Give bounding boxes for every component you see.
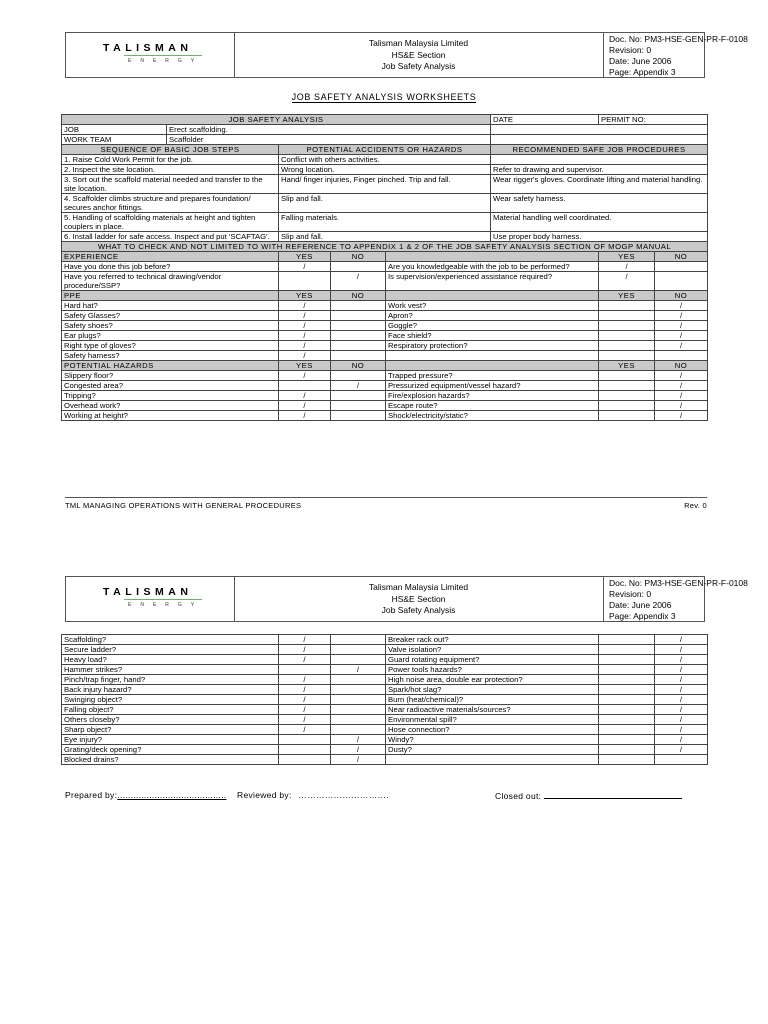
check-no-right[interactable]: / xyxy=(655,411,708,421)
checklist-row xyxy=(62,371,708,381)
check-item-left: Swinging object? xyxy=(62,695,279,705)
check-item-left: Scaffolding? xyxy=(62,635,279,645)
team-value: Scaffolder xyxy=(167,135,491,145)
step-procedure: Wear safety harness. xyxy=(491,194,708,213)
no-header: NO xyxy=(331,252,386,262)
check-yes-right[interactable] xyxy=(599,745,655,755)
no-header: NO xyxy=(655,252,708,262)
checklist-row xyxy=(62,635,708,645)
check-no-right[interactable]: / xyxy=(655,695,708,705)
reviewed-label: Reviewed by: xyxy=(237,790,292,800)
revision: Revision: 0 xyxy=(609,45,652,55)
checklist-row xyxy=(62,381,708,391)
step-hazard: Slip and fall. xyxy=(279,232,491,242)
section-name: HS&E Section xyxy=(391,49,446,60)
check-yes-right[interactable] xyxy=(599,301,655,311)
check-item-left: Slippery floor? xyxy=(62,371,279,381)
check-yes-left[interactable] xyxy=(279,755,331,765)
check-item-right: Is supervision/experienced assistance required? xyxy=(386,272,599,291)
check-item-right: Spark/hot slag? xyxy=(386,685,599,695)
check-item-right: Dusty? xyxy=(386,745,599,755)
step-row xyxy=(62,232,708,242)
check-yes-left[interactable]: / xyxy=(279,341,331,351)
doc-number: Doc. No: PM3-HSE-GEN-PR-F-0108 xyxy=(609,34,748,44)
document-title: Job Safety Analysis xyxy=(381,605,456,615)
check-yes-right[interactable]: / xyxy=(599,272,655,291)
checklist-row xyxy=(62,655,708,665)
document-info xyxy=(604,33,748,77)
doc-number: Doc. No: PM3-HSE-GEN-PR-F-0108 xyxy=(609,578,748,588)
check-no-right[interactable]: / xyxy=(655,331,708,341)
check-item-left: Have you done this job before? xyxy=(62,262,279,272)
check-item-left: Eye injury? xyxy=(62,735,279,745)
check-no-right[interactable]: / xyxy=(655,311,708,321)
check-no-right[interactable]: / xyxy=(655,635,708,645)
check-yes-left[interactable]: / xyxy=(279,705,331,715)
check-yes-right[interactable] xyxy=(599,655,655,665)
checklist-row xyxy=(62,705,708,715)
check-yes-right[interactable] xyxy=(599,381,655,391)
check-no-left[interactable] xyxy=(331,635,386,645)
check-yes-right[interactable] xyxy=(599,371,655,381)
check-yes-left[interactable] xyxy=(279,745,331,755)
hazards-continued-table xyxy=(61,634,708,765)
seq-header: SEQUENCE OF BASIC JOB STEPS xyxy=(62,145,279,155)
date-label: DATE xyxy=(491,115,599,125)
check-item-right: Respiratory protection? xyxy=(386,341,599,351)
check-no-left[interactable] xyxy=(331,655,386,665)
check-yes-left[interactable] xyxy=(279,735,331,745)
check-yes-right[interactable] xyxy=(599,401,655,411)
checklist-row xyxy=(62,755,708,765)
check-no-right[interactable]: / xyxy=(655,665,708,675)
logo-brand: TALISMAN xyxy=(103,42,193,54)
check-item-left: Overhead work? xyxy=(62,401,279,411)
check-item-left: Hammer strikes? xyxy=(62,665,279,675)
check-no-right[interactable] xyxy=(655,755,708,765)
prepared-value[interactable]: ......................................... xyxy=(117,790,227,800)
logo-divider xyxy=(124,55,202,56)
ppe-label: PPE xyxy=(62,291,279,301)
no-header: NO xyxy=(331,291,386,301)
doc-date: Date: June 2006 xyxy=(609,56,672,66)
check-yes-right[interactable] xyxy=(599,735,655,745)
check-no-left[interactable]: / xyxy=(331,665,386,675)
no-header: NO xyxy=(655,361,708,371)
doc-page: Page: Appendix 3 xyxy=(609,611,676,621)
check-no-right[interactable]: / xyxy=(655,401,708,411)
step-procedure: Refer to drawing and supervisor. xyxy=(491,165,708,175)
reviewed-value[interactable]: …………………………. xyxy=(298,790,389,800)
checklist-row xyxy=(62,411,708,421)
prepared-label: Prepared by: xyxy=(65,790,118,800)
document-header xyxy=(65,32,748,78)
hazards-section xyxy=(62,361,708,421)
check-item-right: Burn (heat/chemical)? xyxy=(386,695,599,705)
checklist-row xyxy=(62,272,708,291)
header-center xyxy=(234,33,604,77)
company-logo xyxy=(66,33,235,77)
check-yes-right[interactable] xyxy=(599,331,655,341)
check-no-left[interactable]: / xyxy=(331,755,386,765)
check-yes-right[interactable] xyxy=(599,665,655,675)
header-spacer xyxy=(386,252,599,262)
reviewed-by xyxy=(237,790,389,800)
check-no-left[interactable] xyxy=(331,401,386,411)
check-yes-right[interactable] xyxy=(599,755,655,765)
experience-section xyxy=(62,252,708,291)
check-item-right: Face shield? xyxy=(386,331,599,341)
check-item-left: Secure ladder? xyxy=(62,645,279,655)
experience-label: EXPERIENCE xyxy=(62,252,279,262)
check-no-left[interactable] xyxy=(331,675,386,685)
check-yes-left[interactable]: / xyxy=(279,262,331,272)
jsa-worksheet-table xyxy=(61,114,708,421)
job-blank xyxy=(491,125,708,135)
check-item-right: Shock/electricity/static? xyxy=(386,411,599,421)
check-item-right: Windy? xyxy=(386,735,599,745)
check-yes-right[interactable] xyxy=(599,391,655,401)
check-no-left[interactable] xyxy=(331,371,386,381)
check-item-left: Grating/deck opening? xyxy=(62,745,279,755)
check-no-right[interactable]: / xyxy=(655,391,708,401)
checklist-row xyxy=(62,341,708,351)
check-no-left[interactable] xyxy=(331,351,386,361)
check-no-left[interactable] xyxy=(331,262,386,272)
footer-text: TML MANAGING OPERATIONS WITH GENERAL PROCEDURES xyxy=(65,501,302,510)
check-yes-left[interactable]: / xyxy=(279,331,331,341)
check-no-right[interactable]: / xyxy=(655,371,708,381)
closed-out xyxy=(495,790,682,801)
yes-header: YES xyxy=(599,291,655,301)
check-no-right[interactable] xyxy=(655,351,708,361)
check-yes-right[interactable] xyxy=(599,635,655,645)
check-item-left: Safety harness? xyxy=(62,351,279,361)
step-hazard: Falling materials. xyxy=(279,213,491,232)
logo-subtitle: ENERGY xyxy=(128,602,204,608)
closed-label: Closed out: xyxy=(495,791,542,801)
check-no-left[interactable] xyxy=(331,715,386,725)
doc-date: Date: June 2006 xyxy=(609,600,672,610)
check-yes-left[interactable]: / xyxy=(279,321,331,331)
check-no-right[interactable]: / xyxy=(655,645,708,655)
check-yes-left[interactable]: / xyxy=(279,411,331,421)
check-no-left[interactable] xyxy=(331,725,386,735)
yes-header: YES xyxy=(279,252,331,262)
check-yes-right[interactable] xyxy=(599,685,655,695)
step-text: 1. Raise Cold Work Permit for the job. xyxy=(62,155,279,165)
jsa-label: JOB SAFETY ANALYSIS xyxy=(62,115,491,125)
check-item-left: Falling object? xyxy=(62,705,279,715)
check-yes-right[interactable] xyxy=(599,725,655,735)
check-item-right: Guard rotating equipment? xyxy=(386,655,599,665)
no-header: NO xyxy=(331,361,386,371)
checklist-row xyxy=(62,725,708,735)
check-item-right: Near radioactive materials/sources? xyxy=(386,705,599,715)
logo-subtitle: ENERGY xyxy=(128,58,204,64)
checklist-row xyxy=(62,745,708,755)
yes-header: YES xyxy=(599,252,655,262)
section-header-row xyxy=(62,361,708,371)
document-title: Job Safety Analysis xyxy=(381,61,456,71)
company-name: Talisman Malaysia Limited xyxy=(368,582,469,592)
check-yes-left[interactable]: / xyxy=(279,685,331,695)
checklist-row xyxy=(62,321,708,331)
hazards-continued-rows xyxy=(62,635,708,765)
step-row xyxy=(62,155,708,165)
check-yes-right[interactable] xyxy=(599,321,655,331)
check-item-right xyxy=(386,755,599,765)
checklist-row xyxy=(62,735,708,745)
step-row xyxy=(62,194,708,213)
step-procedure: Use proper body harness. xyxy=(491,232,708,242)
yes-header: YES xyxy=(279,361,331,371)
checklist-row xyxy=(62,675,708,685)
check-no-left[interactable] xyxy=(331,645,386,655)
checklist-row xyxy=(62,262,708,272)
checklist-row xyxy=(62,331,708,341)
check-item-left: Others closeby? xyxy=(62,715,279,725)
check-item-left: Safety shoes? xyxy=(62,321,279,331)
hazards-label: POTENTIAL HAZARDS xyxy=(62,361,279,371)
header-center xyxy=(234,577,604,621)
check-no-right[interactable]: / xyxy=(655,725,708,735)
page-footer xyxy=(65,497,707,510)
check-yes-left[interactable] xyxy=(279,381,331,391)
check-yes-right[interactable] xyxy=(599,715,655,725)
check-no-right[interactable]: / xyxy=(655,321,708,331)
check-no-right[interactable]: / xyxy=(655,685,708,695)
check-yes-right[interactable] xyxy=(599,351,655,361)
check-yes-left[interactable]: / xyxy=(279,715,331,725)
step-row xyxy=(62,213,708,232)
check-no-right[interactable]: / xyxy=(655,341,708,351)
check-item-left: Right type of gloves? xyxy=(62,341,279,351)
check-no-right[interactable]: / xyxy=(655,675,708,685)
check-item-right: Environmental spill? xyxy=(386,715,599,725)
step-hazard: Slip and fall. xyxy=(279,194,491,213)
step-hazard: Conflict with others activities. xyxy=(279,155,491,165)
job-value: Erect scaffolding. xyxy=(167,125,491,135)
page-title: JOB SAFETY ANALYSIS WORKSHEETS xyxy=(291,92,477,102)
step-text: 2. Inspect the site location. xyxy=(62,165,279,175)
yes-header: YES xyxy=(599,361,655,371)
check-item-right: Power tools hazards? xyxy=(386,665,599,675)
check-no-right[interactable]: / xyxy=(655,301,708,311)
check-no-left[interactable] xyxy=(331,301,386,311)
revision: Revision: 0 xyxy=(609,589,652,599)
check-item-left: Ear plugs? xyxy=(62,331,279,341)
checklist-row xyxy=(62,401,708,411)
check-yes-left[interactable]: / xyxy=(279,635,331,645)
check-item-right: Fire/explosion hazards? xyxy=(386,391,599,401)
hazard-header: POTENTIAL ACCIDENTS OR HAZARDS xyxy=(279,145,491,155)
step-text: 5. Handling of scaffolding materials at height and tighten couplers in place. xyxy=(62,213,279,232)
check-no-left[interactable] xyxy=(331,411,386,421)
check-no-left[interactable] xyxy=(331,321,386,331)
check-yes-right[interactable] xyxy=(599,675,655,685)
check-yes-left[interactable]: / xyxy=(279,301,331,311)
check-no-right[interactable]: / xyxy=(655,655,708,665)
check-yes-left[interactable]: / xyxy=(279,391,331,401)
check-item-right: Trapped pressure? xyxy=(386,371,599,381)
checklist-row xyxy=(62,665,708,675)
checklist-row xyxy=(62,715,708,725)
checklist-row xyxy=(62,685,708,695)
check-item-left: Have you referred to technical drawing/vendor procedure/SSP? xyxy=(62,272,279,291)
check-yes-right[interactable] xyxy=(599,411,655,421)
check-yes-left[interactable]: / xyxy=(279,725,331,735)
check-no-left[interactable] xyxy=(331,391,386,401)
step-procedure: Wear rigger's gloves. Coordinate lifting and material handling. xyxy=(491,175,708,194)
check-yes-right[interactable] xyxy=(599,695,655,705)
checklist-row xyxy=(62,391,708,401)
prepared-by xyxy=(65,790,226,800)
check-yes-left[interactable]: / xyxy=(279,695,331,705)
step-text: 4. Scaffolder climbs structure and prepares foundation/ secures anchor fittings. xyxy=(62,194,279,213)
check-no-right[interactable] xyxy=(655,272,708,291)
footer-revision: Rev. 0 xyxy=(684,501,707,510)
check-no-right[interactable]: / xyxy=(655,735,708,745)
check-item-right: Escape route? xyxy=(386,401,599,411)
check-yes-left[interactable] xyxy=(279,272,331,291)
check-no-right[interactable] xyxy=(655,262,708,272)
check-no-left[interactable] xyxy=(331,331,386,341)
checklist-row xyxy=(62,351,708,361)
check-yes-left[interactable]: / xyxy=(279,645,331,655)
header-spacer xyxy=(386,361,599,371)
check-item-left: Pinch/trap finger, hand? xyxy=(62,675,279,685)
check-item-left: Tripping? xyxy=(62,391,279,401)
step-row xyxy=(62,175,708,194)
check-yes-left[interactable]: / xyxy=(279,371,331,381)
check-yes-left[interactable]: / xyxy=(279,655,331,665)
check-item-right: Valve isolation? xyxy=(386,645,599,655)
ppe-section xyxy=(62,291,708,361)
check-yes-right[interactable] xyxy=(599,645,655,655)
check-no-left[interactable] xyxy=(331,705,386,715)
check-item-right: High noise area, double ear protection? xyxy=(386,675,599,685)
check-item-right: Work vest? xyxy=(386,301,599,311)
check-yes-left[interactable]: / xyxy=(279,351,331,361)
check-item-right: Goggle? xyxy=(386,321,599,331)
check-no-right[interactable]: / xyxy=(655,381,708,391)
check-item-right: Hose connection? xyxy=(386,725,599,735)
closed-line[interactable] xyxy=(544,790,682,799)
section-header-row xyxy=(62,252,708,262)
check-yes-right[interactable] xyxy=(599,341,655,351)
company-logo xyxy=(66,577,235,621)
checklist-row xyxy=(62,301,708,311)
check-item-left: Congested area? xyxy=(62,381,279,391)
checklist-row xyxy=(62,695,708,705)
job-label: JOB xyxy=(62,125,167,135)
logo-brand: TALISMAN xyxy=(103,586,193,598)
check-no-left[interactable] xyxy=(331,695,386,705)
section-header-row xyxy=(62,291,708,301)
check-item-left: Back injury hazard? xyxy=(62,685,279,695)
check-no-left[interactable] xyxy=(331,685,386,695)
check-no-left[interactable] xyxy=(331,341,386,351)
step-procedure xyxy=(491,155,708,165)
check-no-left[interactable]: / xyxy=(331,272,386,291)
checklist-row xyxy=(62,311,708,321)
header-spacer xyxy=(386,291,599,301)
check-item-left: Hard hat? xyxy=(62,301,279,311)
step-hazard: Wrong location. xyxy=(279,165,491,175)
check-item-right: Breaker rack out? xyxy=(386,635,599,645)
check-no-right[interactable]: / xyxy=(655,705,708,715)
step-row xyxy=(62,165,708,175)
check-yes-left[interactable]: / xyxy=(279,675,331,685)
check-yes-left[interactable] xyxy=(279,665,331,675)
check-no-right[interactable]: / xyxy=(655,715,708,725)
check-item-right xyxy=(386,351,599,361)
team-label: WORK TEAM xyxy=(62,135,167,145)
check-no-right[interactable]: / xyxy=(655,745,708,755)
permit-label: PERMIT NO: xyxy=(599,115,708,125)
doc-page: Page: Appendix 3 xyxy=(609,67,676,77)
check-item-left: Sharp object? xyxy=(62,725,279,735)
check-no-left[interactable] xyxy=(331,311,386,321)
check-yes-left[interactable]: / xyxy=(279,401,331,411)
check-yes-right[interactable] xyxy=(599,311,655,321)
check-yes-right[interactable]: / xyxy=(599,262,655,272)
yes-header: YES xyxy=(279,291,331,301)
section-name: HS&E Section xyxy=(391,593,446,604)
check-item-left: Safety Glasses? xyxy=(62,311,279,321)
check-yes-right[interactable] xyxy=(599,705,655,715)
checklist-row xyxy=(62,645,708,655)
check-no-left[interactable]: / xyxy=(331,745,386,755)
checklist-banner: WHAT TO CHECK AND NOT LIMITED TO WITH REFERENCE TO APPENDIX 1 & 2 OF THE JOB SAFETY ANALYSIS SECTION OF MOGP MANUAL xyxy=(62,242,708,252)
logo-divider xyxy=(124,599,202,600)
step-procedure: Material handling well coordinated. xyxy=(491,213,708,232)
check-item-right: Are you knowledgeable with the job to be performed? xyxy=(386,262,599,272)
step-text: 3. Sort out the scaffold material needed and transfer to the site location. xyxy=(62,175,279,194)
check-item-left: Blocked drains? xyxy=(62,755,279,765)
team-blank xyxy=(491,135,708,145)
check-item-right: Pressurized equipment/vessel hazard? xyxy=(386,381,599,391)
check-no-left[interactable]: / xyxy=(331,381,386,391)
procedure-header: RECOMMENDED SAFE JOB PROCEDURES xyxy=(491,145,708,155)
step-text: 6. Install ladder for safe access. Inspect and put 'SCAFTAG'. xyxy=(62,232,279,242)
company-name: Talisman Malaysia Limited xyxy=(368,38,469,48)
document-info xyxy=(604,577,748,621)
check-item-right: Apron? xyxy=(386,311,599,321)
check-item-left: Heavy load? xyxy=(62,655,279,665)
no-header: NO xyxy=(655,291,708,301)
check-no-left[interactable]: / xyxy=(331,735,386,745)
job-steps xyxy=(62,155,708,242)
check-item-left: Working at height? xyxy=(62,411,279,421)
step-hazard: Hand/ finger injuries, Finger pinched. Trip and fall. xyxy=(279,175,491,194)
document-header-page-2 xyxy=(65,576,748,622)
check-yes-left[interactable]: / xyxy=(279,311,331,321)
